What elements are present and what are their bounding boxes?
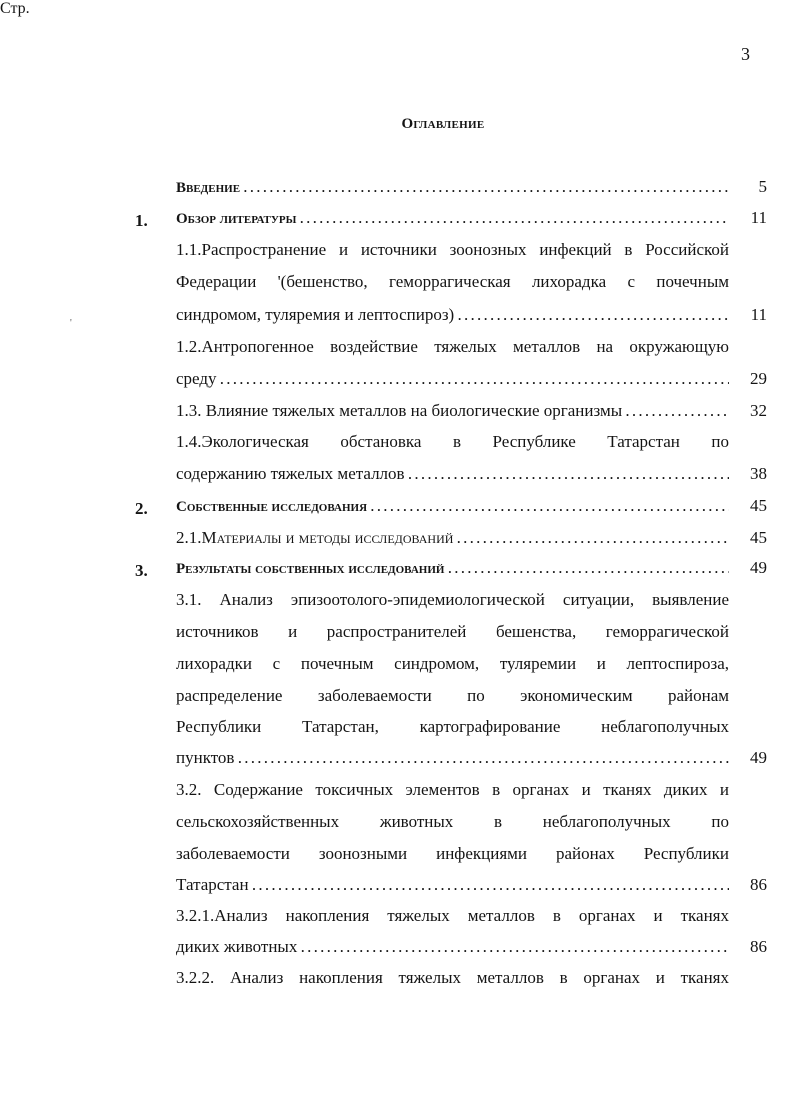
entry-line: 3.2.2. Анализ накопления тяжелых металлов в органах и тканях: [176, 968, 729, 987]
entry-line: 1.3. Влияние тяжелых металлов на биологические организмы: [176, 401, 623, 420]
entry-line: 1.1.Распространение и источники зоонозных инфекций в Российской: [176, 240, 729, 259]
entry-page: 45: [750, 528, 767, 547]
entry-line: 1.2.Антропогенное воздействие тяжелых металлов на окружающую: [176, 337, 729, 356]
chapter-number: 2.: [135, 499, 148, 518]
entry-title: Введение: [176, 180, 241, 196]
entry-page: 5: [758, 177, 767, 196]
entry-page: 86: [750, 875, 767, 894]
entry-line: сельскохозяйственных животных в неблагополучных по: [176, 812, 729, 831]
entry-line: диких животных: [176, 937, 298, 956]
chapter-title: Обзор литературы: [176, 211, 297, 227]
chapter-page: 45: [750, 496, 767, 515]
chapter-number: 3.: [135, 561, 148, 580]
entry-line: Республики Татарстан, картографирование неблагополучных: [176, 717, 729, 736]
chapter-title: Собственные исследования: [176, 499, 368, 515]
entry-page: 11: [750, 305, 767, 324]
entry-line: среду: [176, 369, 217, 388]
entry-line: синдромом, туляремия и лептоспироз): [176, 305, 455, 324]
chapter-title: Результаты собственных исследований: [176, 561, 445, 577]
entry-page: 49: [750, 748, 767, 767]
entry-line: 1.4.Экологическая обстановка в Республике Татарстан по: [176, 432, 729, 451]
entry-line: распределение заболеваемости по экономическим районам: [176, 686, 729, 705]
page-column-header: Стр.: [0, 0, 30, 17]
entry-line: 3.2.1.Анализ накопления тяжелых металлов в органах и тканях: [176, 906, 729, 925]
chapter-number: 1.: [135, 211, 148, 230]
chapter-page: 49: [750, 558, 767, 577]
entry-line: лихорадки с почечным синдромом, туляремии и лептоспироза,: [176, 654, 729, 673]
entry-line: Татарстан: [176, 875, 249, 894]
entry-line: 3.1. Анализ эпизоотолого-эпидемиологической ситуации, выявление: [176, 590, 729, 609]
stray-mark: ': [70, 318, 72, 329]
entry-page: 32: [750, 401, 767, 420]
entry-line: пунктов: [176, 748, 235, 767]
toc-title: Оглавление: [401, 116, 485, 132]
page-number: 3: [741, 44, 750, 64]
entry-line: Федерации '(бешенство, геморрагическая лихорадка с почечным: [176, 272, 729, 291]
entry-line: 2.1.Материалы и методы исследований: [176, 528, 454, 547]
entry-page: 38: [750, 464, 767, 483]
entry-line: источников и распространителей бешенства, геморрагической: [176, 622, 729, 641]
entry-line: содержанию тяжелых металлов: [176, 464, 405, 483]
entry-page: 86: [750, 937, 767, 956]
entry-page: 29: [750, 369, 767, 388]
entry-line: 3.2. Содержание токсичных элементов в органах и тканях диких и: [176, 780, 729, 799]
chapter-page: 11: [750, 208, 767, 227]
entry-line: заболеваемости зоонозными инфекциями районах Республики: [176, 844, 729, 863]
